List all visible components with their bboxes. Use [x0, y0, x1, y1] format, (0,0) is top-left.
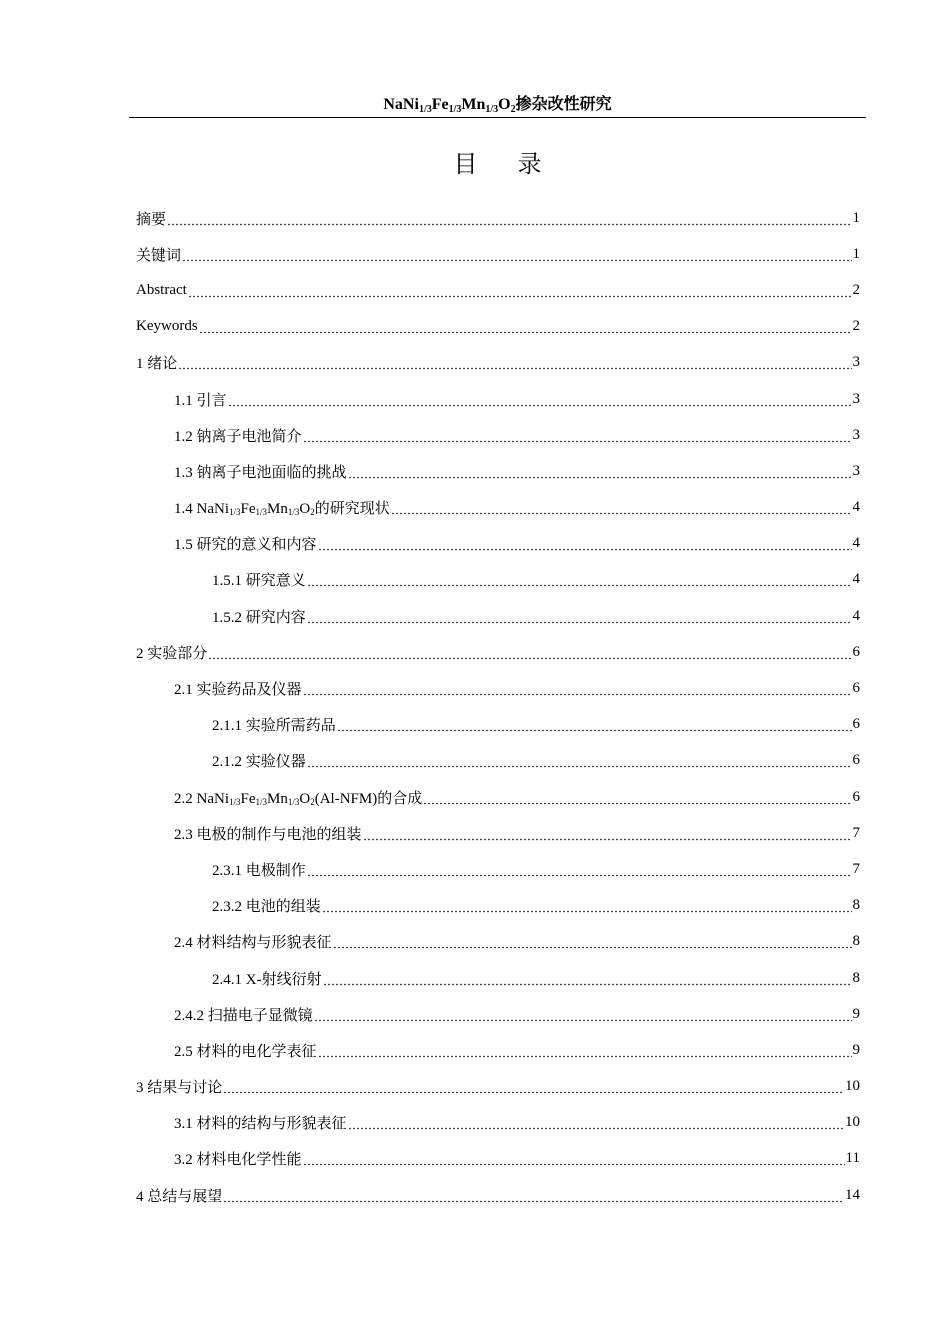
toc-entry[interactable] — [136, 236, 860, 272]
toc-entry-title — [136, 244, 181, 265]
toc-entry-title — [174, 533, 317, 554]
toc-entry[interactable] — [136, 888, 860, 924]
toc-page-number: 6 — [852, 643, 860, 660]
toc-entry[interactable] — [136, 309, 860, 345]
toc-title: 目录 — [453, 150, 582, 178]
subscript: 1/3 — [229, 507, 241, 518]
dot-leader — [318, 1044, 852, 1059]
toc-page-number: 1 — [852, 245, 860, 262]
dot-leader — [333, 935, 852, 950]
toc-page-number: 6 — [852, 752, 860, 769]
dot-leader — [423, 791, 851, 806]
text-segment: NaNi — [383, 96, 419, 113]
dot-leader — [322, 899, 852, 914]
text-segment: 2.2 NaNi — [174, 790, 229, 807]
dot-leader — [199, 320, 852, 335]
text-segment: 摘要 — [136, 211, 167, 228]
text-segment: 关键词 — [136, 247, 182, 264]
toc-page-number: 4 — [852, 607, 860, 624]
toc-page-number: 7 — [852, 824, 860, 841]
toc-entry[interactable] — [136, 453, 860, 489]
toc-page-number: 1 — [852, 209, 860, 226]
subscript: 1/3 — [418, 104, 432, 115]
text-segment: 1.5.2 研究内容 — [212, 609, 306, 626]
text-segment: (Al-NFM)的合成 — [314, 790, 423, 807]
toc-page-number: 3 — [852, 390, 860, 407]
text-segment: 2.4 材料结构与形貌表征 — [174, 935, 332, 952]
toc-entry[interactable] — [136, 924, 860, 960]
text-segment: O — [299, 790, 311, 807]
toc-page-number: 4 — [852, 535, 860, 552]
toc-entry-title — [212, 895, 321, 916]
dot-leader — [228, 393, 852, 408]
toc-entry-title — [174, 461, 347, 482]
subscript: 1/3 — [255, 796, 268, 807]
text-segment: 1.5 研究的意义和内容 — [174, 537, 317, 554]
subscript: 1/3 — [287, 796, 300, 807]
text-segment: Mn — [267, 501, 288, 518]
toc-page-number: 6 — [852, 680, 860, 697]
toc-entry-title — [174, 1112, 347, 1133]
text-segment: 的研究现状 — [314, 501, 390, 518]
toc-entry-title — [136, 318, 198, 335]
text-segment: 3.1 材料的结构与形貌表征 — [174, 1116, 347, 1133]
toc-entry[interactable] — [136, 851, 860, 887]
toc-entry[interactable] — [136, 381, 860, 417]
toc-page-number: 9 — [852, 1005, 860, 1022]
toc-entry[interactable] — [136, 562, 860, 598]
toc-entry[interactable] — [136, 272, 860, 308]
toc-entry-title — [174, 1004, 313, 1025]
dot-leader — [182, 248, 851, 263]
toc-page-number: 9 — [852, 1041, 860, 1058]
toc-entry[interactable] — [136, 417, 860, 453]
dot-leader — [223, 1080, 844, 1095]
subscript: 2 — [310, 507, 315, 518]
dot-leader — [307, 754, 852, 769]
toc-entry[interactable] — [136, 490, 860, 526]
toc-entry-title — [136, 282, 187, 299]
toc-page-number: 8 — [852, 933, 860, 950]
toc-entry-title — [136, 352, 177, 373]
text-segment: 1.3 钠离子电池面临的挑战 — [174, 464, 347, 481]
toc-entry-title — [174, 389, 227, 410]
text-segment: 2.1.2 实验仪器 — [212, 754, 306, 771]
text-segment: 2.3 电极的制作与电池的组装 — [174, 826, 362, 843]
text-segment: 2.1 实验药品及仪器 — [174, 682, 302, 699]
toc-page-number: 10 — [845, 1114, 860, 1131]
toc-entry-title — [174, 425, 302, 446]
toc-entry[interactable] — [136, 670, 860, 706]
text-segment: 掺杂改性研究 — [515, 96, 612, 113]
text-segment: Fe — [431, 96, 449, 113]
text-segment: 1.4 NaNi — [174, 501, 229, 518]
text-segment: Fe — [240, 790, 256, 807]
toc-page-number: 11 — [845, 1150, 860, 1167]
text-segment: O — [498, 96, 511, 113]
toc-entry-title — [212, 606, 306, 627]
toc-page-number: 8 — [852, 897, 860, 914]
toc-page-number: 3 — [852, 462, 860, 479]
toc-page-number: 6 — [852, 788, 860, 805]
dot-leader — [363, 827, 852, 842]
text-segment: 3 结果与讨论 — [136, 1080, 223, 1097]
subscript: 2 — [310, 796, 315, 807]
toc-entry-title — [174, 497, 390, 518]
toc-entry-title — [174, 678, 302, 699]
toc-entry[interactable] — [136, 634, 860, 670]
text-segment: 1 绪论 — [136, 356, 178, 373]
dot-leader — [167, 212, 851, 227]
dot-leader — [223, 1189, 844, 1204]
text-segment: 4 总结与展望 — [136, 1188, 223, 1205]
toc-entry[interactable] — [136, 200, 860, 236]
toc-entry[interactable] — [136, 960, 860, 996]
toc-page-number: 3 — [852, 426, 860, 443]
dot-leader — [391, 501, 852, 516]
toc-entry[interactable] — [136, 996, 860, 1032]
dot-leader — [188, 284, 852, 299]
text-segment: 3.2 材料电化学性能 — [174, 1152, 302, 1169]
dot-leader — [307, 610, 852, 625]
toc-page-number: 10 — [845, 1078, 860, 1095]
toc-page-number: 14 — [845, 1186, 860, 1203]
toc-entry-title — [212, 714, 336, 735]
toc-entry[interactable] — [136, 345, 860, 381]
subscript: 1/3 — [287, 507, 300, 518]
toc-entry[interactable] — [136, 598, 860, 634]
running-header — [129, 94, 866, 116]
dot-leader — [337, 718, 852, 733]
text-segment: 1.2 钠离子电池简介 — [174, 428, 302, 445]
toc-entry-title — [174, 823, 362, 844]
text-segment: Mn — [461, 96, 486, 113]
text-segment: Mn — [267, 790, 288, 807]
subscript: 2 — [510, 104, 516, 115]
text-segment: Fe — [240, 501, 256, 518]
toc-page-number: 2 — [852, 318, 860, 335]
dot-leader — [178, 356, 851, 371]
toc-entry-title — [174, 1148, 302, 1169]
toc-entry[interactable] — [136, 743, 860, 779]
toc-entry-title — [212, 859, 306, 880]
dot-leader — [303, 429, 852, 444]
toc-entry-title — [212, 569, 306, 590]
toc-page-number: 8 — [852, 969, 860, 986]
dot-leader — [348, 465, 852, 480]
toc-entry[interactable] — [136, 779, 860, 815]
toc-page-number: 4 — [852, 571, 860, 588]
dot-leader — [318, 537, 852, 552]
text-segment: 2.3.1 电极制作 — [212, 862, 306, 879]
toc-entry[interactable] — [136, 815, 860, 851]
toc-entry-title — [174, 1040, 317, 1061]
dot-leader — [314, 1008, 852, 1023]
text-segment: 2.5 材料的电化学表征 — [174, 1043, 317, 1060]
toc-entry-title — [136, 1185, 222, 1206]
toc-page-number: 6 — [852, 716, 860, 733]
text-segment: Abstract — [136, 281, 187, 298]
text-segment: 2 实验部分 — [136, 645, 208, 662]
toc-entry[interactable] — [136, 707, 860, 743]
text-segment: 2.4.2 扫描电子显微镜 — [174, 1007, 313, 1024]
toc-page-number: 3 — [852, 354, 860, 371]
dot-leader — [303, 682, 852, 697]
toc-page-number: 2 — [852, 281, 860, 298]
subscript: 1/3 — [448, 104, 462, 115]
dot-leader — [307, 573, 852, 588]
toc-entry[interactable] — [136, 1069, 860, 1105]
toc-entry-title — [212, 750, 306, 771]
toc-page-number: 4 — [852, 499, 860, 516]
text-segment: O — [299, 501, 311, 518]
toc-page-number: 7 — [852, 860, 860, 877]
toc-entry[interactable] — [136, 1177, 860, 1213]
text-segment: 2.3.2 电池的组装 — [212, 899, 321, 916]
dot-leader — [348, 1116, 844, 1131]
text-segment: 1.1 引言 — [174, 392, 227, 409]
subscript: 1/3 — [255, 507, 268, 518]
toc-entry[interactable] — [136, 1141, 860, 1177]
toc-entry-title — [136, 642, 207, 663]
text-segment: Keywords — [136, 318, 198, 335]
toc-entry-title — [136, 208, 166, 229]
subscript: 1/3 — [229, 796, 241, 807]
header-rule — [129, 117, 866, 118]
dot-leader — [307, 863, 852, 878]
toc-entry-title — [174, 787, 422, 808]
toc-entry[interactable] — [136, 1105, 860, 1141]
dot-leader — [323, 972, 852, 987]
text-segment: 2.4.1 X-射线衍射 — [212, 971, 322, 988]
toc-entry-title — [174, 931, 332, 952]
dot-leader — [208, 646, 851, 661]
table-of-contents — [136, 200, 860, 1213]
dot-leader — [303, 1152, 845, 1167]
toc-entry-title — [212, 968, 322, 989]
toc-entry[interactable] — [136, 526, 860, 562]
toc-entry-title — [136, 1076, 222, 1097]
text-segment: 2.1.1 实验所需药品 — [212, 718, 336, 735]
toc-entry[interactable] — [136, 1032, 860, 1068]
text-segment: 1.5.1 研究意义 — [212, 573, 306, 590]
subscript: 1/3 — [485, 104, 499, 115]
